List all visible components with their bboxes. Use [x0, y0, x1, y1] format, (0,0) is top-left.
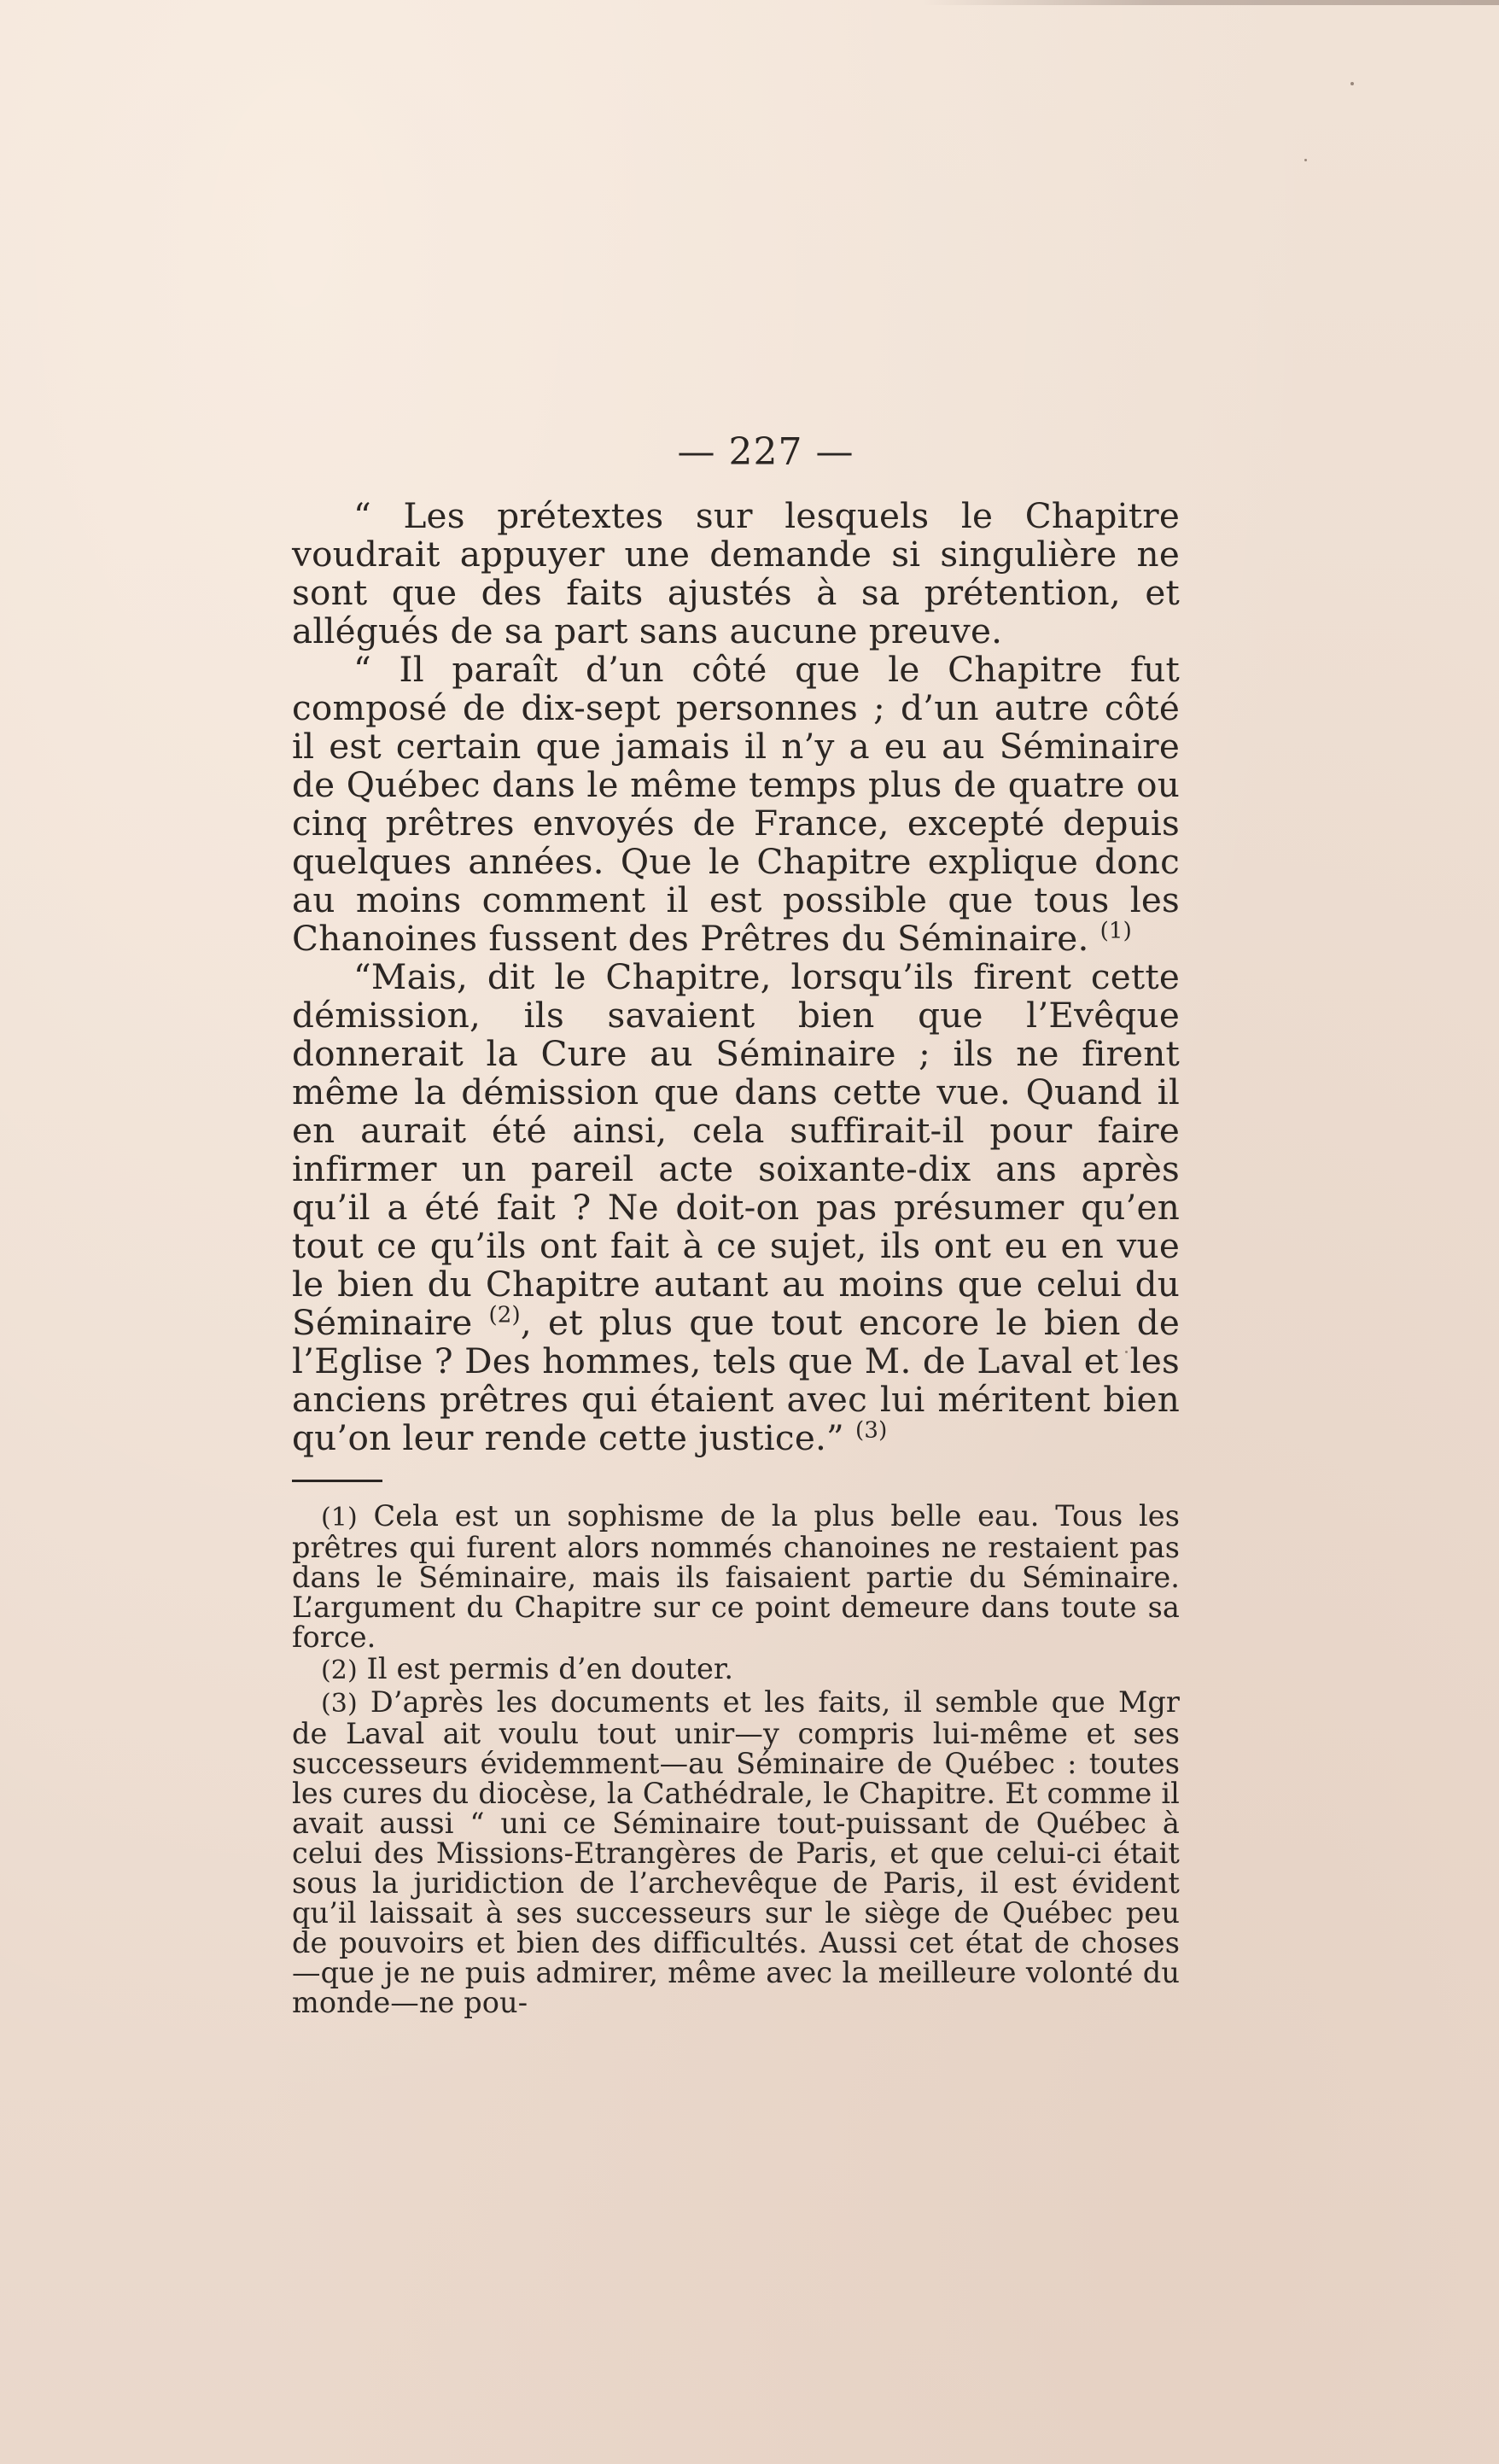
paragraph-3-text-b: , et plus que tout encore le bien de l’Eglise ? Des hommes, tels que M. de Laval et les anciens prêtres qui étaient avec lui méritent bien qu’on leur rende cette justice.”: [292, 1302, 1180, 1458]
footnote-ref-3[interactable]: (3): [855, 1417, 888, 1444]
footnote-3-marker: (3): [321, 1689, 358, 1719]
page-number: — 227 —: [677, 430, 854, 474]
footnote-1-text: Cela est un sophisme de la plus belle eau. Tous les prêtres qui furent alors nommés chanoines ne restaient pas dans le Séminaire, mais ils faisaient partie du Séminaire. L’argument du Chapitre sur ce point demeure dans toute sa force.: [292, 1499, 1181, 1654]
page-edge-shadow: [922, 0, 1499, 5]
paragraph-1-text: “ Les prétextes sur lesquels le Chapitre voudrait appuyer une demande si singulière ne sont que des faits ajustés à sa prétention, et allégués de sa part sans aucune preuve.: [292, 495, 1180, 651]
footnote-3: [292, 1687, 1180, 2017]
paper-speck: [1304, 159, 1307, 161]
footnote-2-text: Il est permis d’en douter.: [366, 1652, 734, 1685]
paragraph-2: [292, 651, 1180, 958]
footnote-ref-2[interactable]: (2): [488, 1302, 521, 1328]
footnote-separator: [292, 1480, 382, 1482]
footnote-2-marker: (2): [321, 1655, 358, 1685]
paragraph-3-text-a: “Mais, dit le Chapitre, lorsqu’ils firent cette démission, ils savaient bien que l’Evêque donnerait la Cure au Séminaire ; ils ne firent même la démission que dans cette vue. Quand il en aurait été ainsi, cela suffirait-il pour faire infirmer un pareil acte soixante-dix ans après qu’il a été fait ? Ne doit-on pas présumer qu’en tout ce qu’ils ont fait à ce sujet, ils ont eu en vue le bien du Chapitre autant au moins que celui du Séminaire: [292, 956, 1180, 1343]
footnote-3-text: D’après les documents et les faits, il semble que Mgr de Laval ait voulu tout unir—y compris lui-même et ses successeurs évidemment—au Séminaire de Québec : toutes les cures du diocèse, la Cathédrale, le Chapitre. Et comme il avait aussi “ uni ce Séminaire tout-puissant de Québec à celui des Missions-Etrangères de Paris, et que celui-ci était sous la juridiction de l’archevêque de Paris, il est évident qu’il laissait à ses successeurs sur le siège de Québec peu de pouvoirs et bien des difficultés. Aussi cet état de choses—que je ne puis admirer, même avec la meilleure volonté du monde—ne pou-: [292, 1685, 1181, 2019]
footnote-ref-1[interactable]: (1): [1099, 918, 1133, 944]
paragraph-3: [292, 958, 1180, 1457]
footnote-2: [292, 1654, 1180, 1685]
main-text-block: [292, 427, 1180, 2019]
paragraph-1: [292, 497, 1180, 651]
paragraph-2-text: “ Il paraît d’un côté que le Chapitre fut composé de dix-sept personnes ; d’un autre côté il est certain que jamais il n’y a eu au Séminaire de Québec dans le même temps plus de quatre ou cinq prêtres envoyés de France, excepté depuis quelques années. Que le Chapitre explique donc au moins comment il est possible que tous les Chanoines fussent des Prêtres du Séminaire.: [292, 649, 1180, 959]
footnote-1: [292, 1501, 1180, 1652]
footnote-1-marker: (1): [321, 1503, 358, 1533]
paper-speck: [1350, 82, 1354, 85]
